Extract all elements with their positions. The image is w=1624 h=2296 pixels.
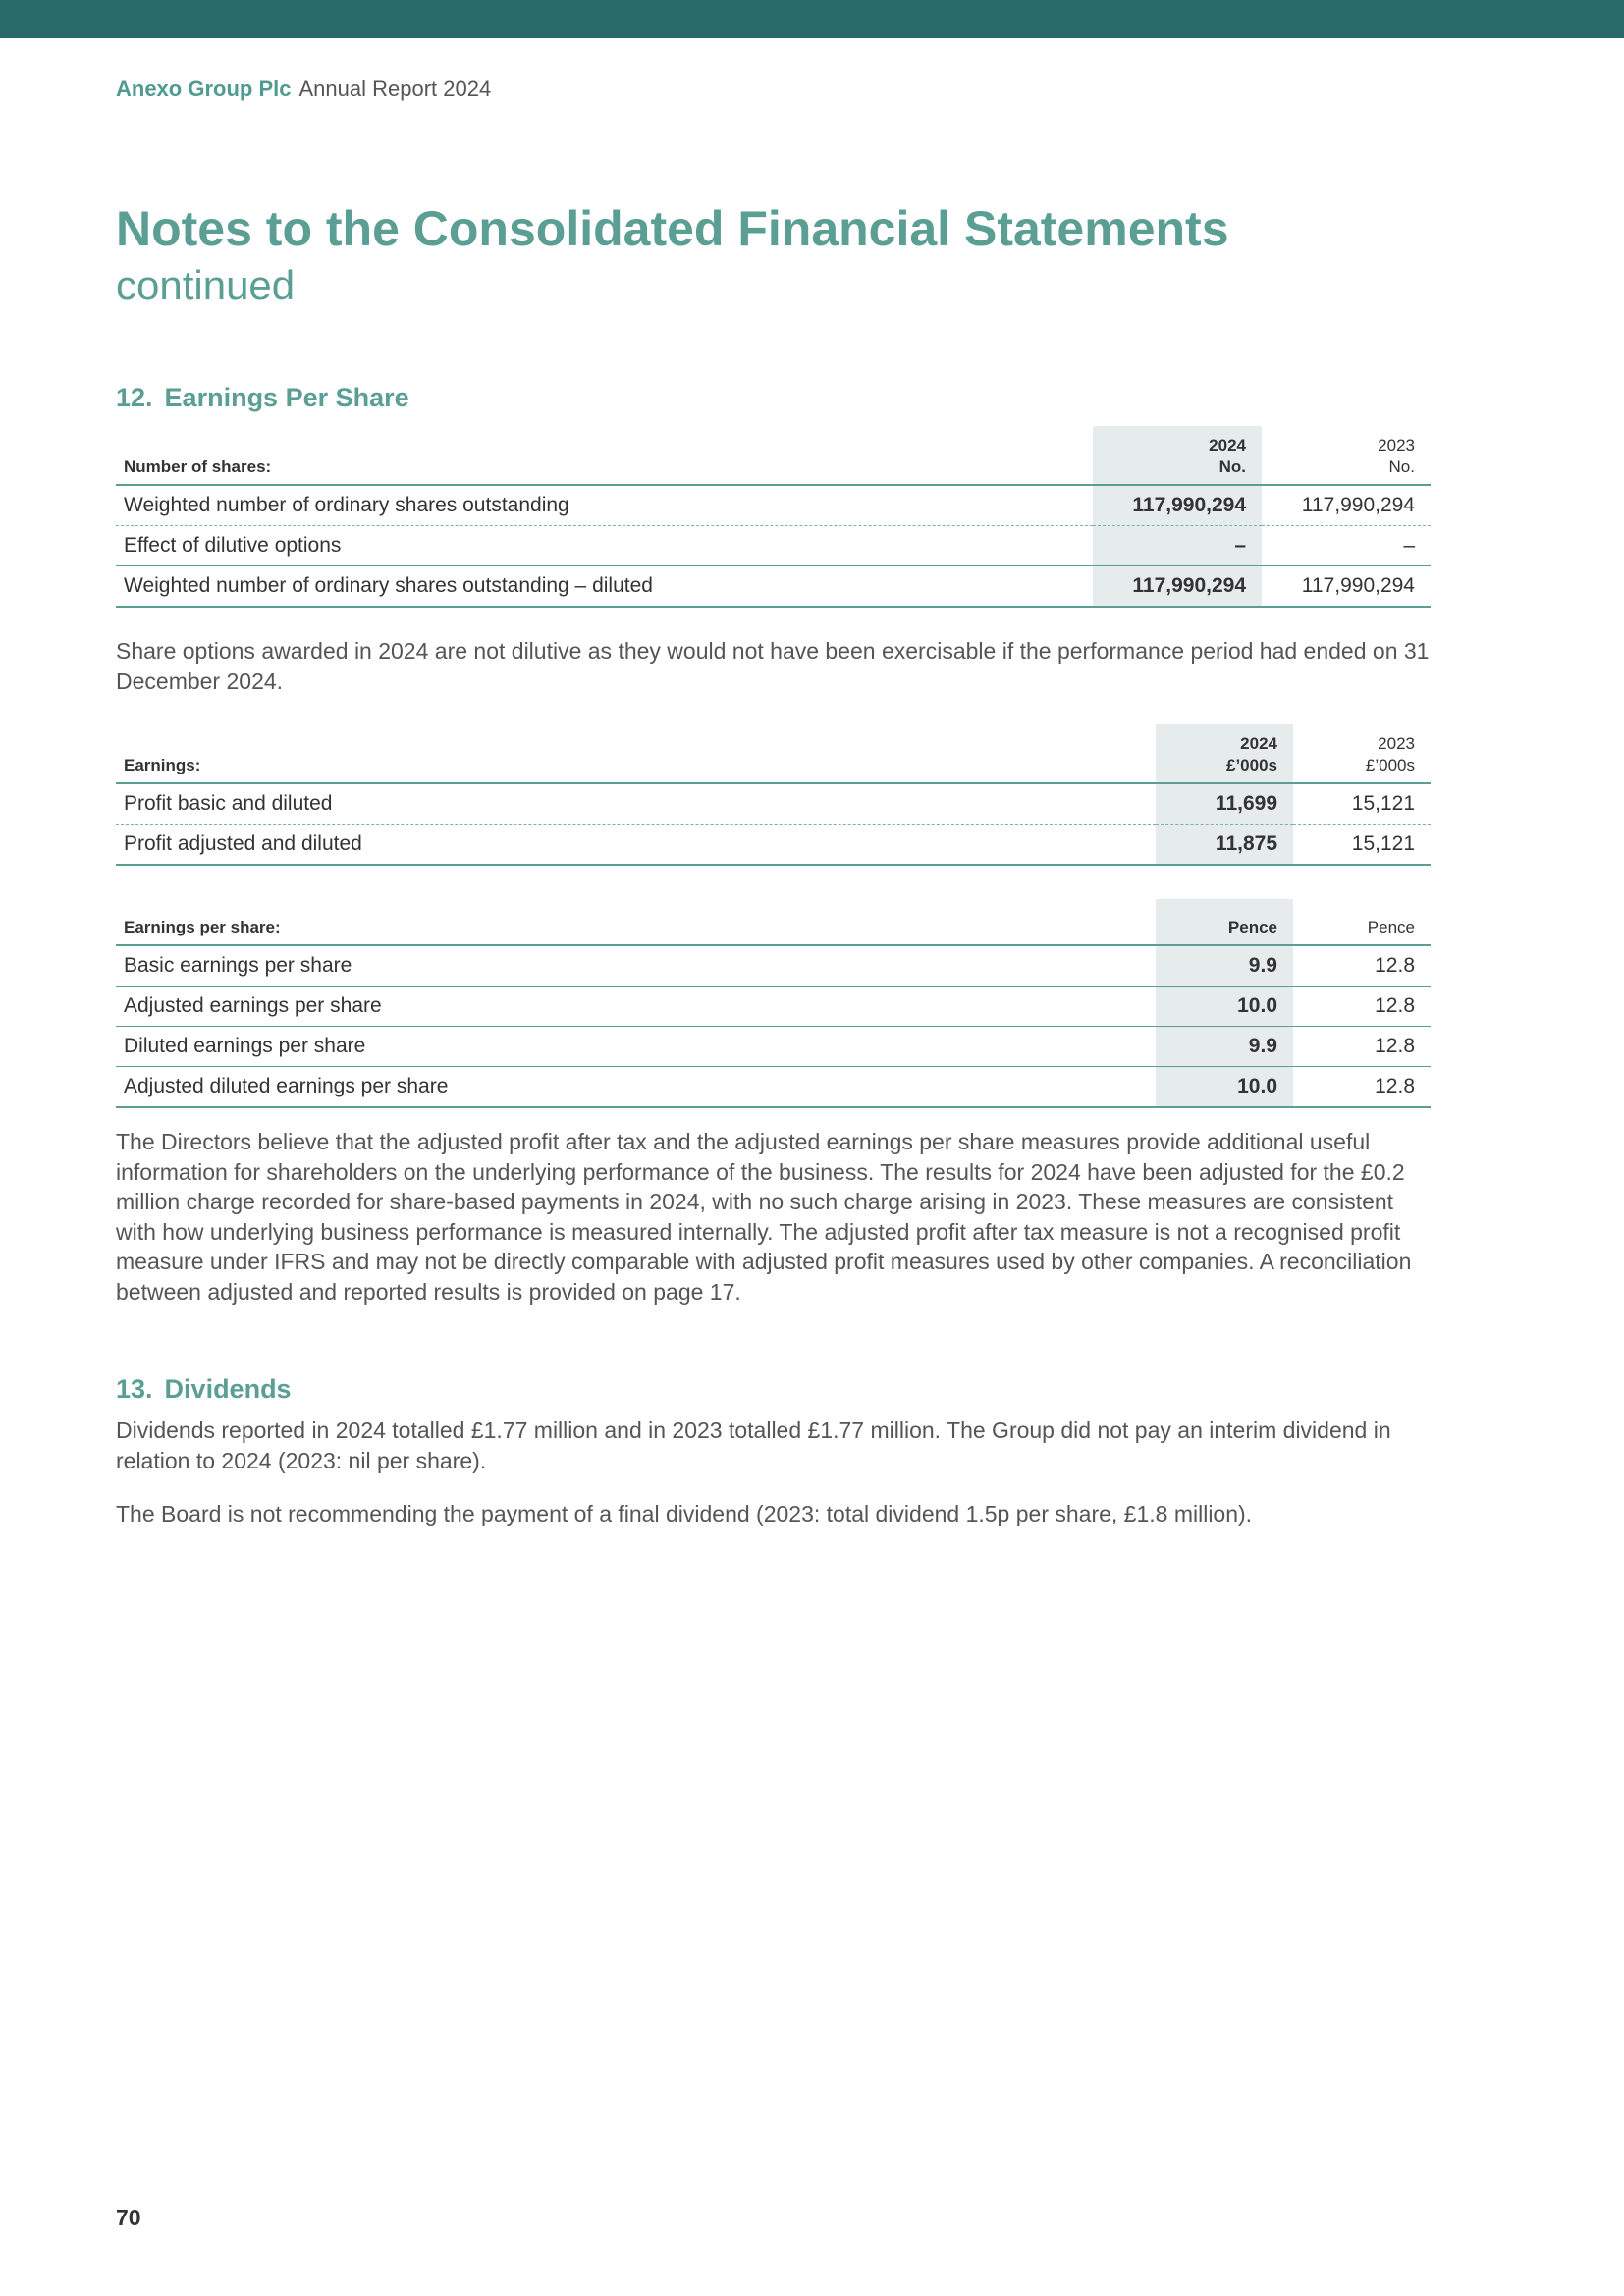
table-row [116,987,1431,1027]
table-row [116,566,1431,608]
row-label: Diluted earnings per share [116,1027,1156,1067]
report-name: Annual Report 2024 [298,77,492,101]
table-row [116,945,1431,987]
value-2023: 12.8 [1293,1067,1431,1108]
earnings-table-label: Earnings: [116,724,1156,783]
share-options-note: Share options awarded in 2024 are not dilutive as they would not have been exercisable if the performance period had ended on 31 December 2024. [116,638,1430,694]
value-2023: 15,121 [1293,825,1431,866]
value-2023: 12.8 [1293,1027,1431,1067]
shares-table-label: Number of shares: [116,426,1093,485]
shares-col-2024-header: 2024 No. [1093,426,1262,485]
shares-col-2023-header: 2023 No. [1262,426,1431,485]
value-2023: 117,990,294 [1262,566,1431,608]
row-label: Profit adjusted and diluted [116,825,1156,866]
table-row [116,485,1431,526]
table-row [116,526,1431,566]
value-2024: 10.0 [1156,1067,1293,1108]
company-name: Anexo Group Plc [116,77,292,101]
section-12-number: 12. [116,383,153,412]
eps-table-label: Earnings per share: [116,899,1156,945]
table-row [116,1067,1431,1108]
top-color-band [0,0,1624,38]
value-2024: – [1093,526,1262,566]
section-13-title: Dividends [164,1374,292,1404]
section-13-heading [116,1374,292,1405]
page-title: Notes to the Consolidated Financial Statements [116,201,1229,256]
running-header [116,77,491,102]
value-2024: 117,990,294 [1093,485,1262,526]
page-subtitle: continued [116,262,296,308]
section-13-number: 13. [116,1374,153,1404]
earnings-col-2023-header: 2023 £’000s [1293,724,1431,783]
row-label: Adjusted diluted earnings per share [116,1067,1156,1108]
row-label: Effect of dilutive options [116,526,1093,566]
value-2024: 10.0 [1156,987,1293,1027]
earnings-table [116,724,1431,866]
value-2024: 11,699 [1156,783,1293,825]
section-12-title: Earnings Per Share [164,383,409,412]
table-row [116,783,1431,825]
value-2024: 11,875 [1156,825,1293,866]
dividends-paragraph-2: The Board is not recommending the payment of a final dividend (2023: total dividend 1.5p per share, £1.8 million). [116,1501,1253,1526]
value-2023: 117,990,294 [1262,485,1431,526]
value-2024: 9.9 [1156,1027,1293,1067]
value-2024: 9.9 [1156,945,1293,987]
row-label: Profit basic and diluted [116,783,1156,825]
eps-table [116,899,1431,1108]
shares-table [116,426,1431,608]
value-2023: 15,121 [1293,783,1431,825]
eps-col-2023-header: Pence [1293,899,1431,945]
earnings-col-2024-header: 2024 £’000s [1156,724,1293,783]
row-label: Weighted number of ordinary shares outstanding – diluted [116,566,1093,608]
value-2023: 12.8 [1293,987,1431,1027]
page-number: 70 [116,2205,141,2230]
value-2024: 117,990,294 [1093,566,1262,608]
row-label: Weighted number of ordinary shares outstanding [116,485,1093,526]
row-label: Adjusted earnings per share [116,987,1156,1027]
eps-col-2024-header: Pence [1156,899,1293,945]
value-2023: – [1262,526,1431,566]
value-2023: 12.8 [1293,945,1431,987]
row-label: Basic earnings per share [116,945,1156,987]
section-12-heading [116,383,409,413]
table-row [116,1027,1431,1067]
table-row [116,825,1431,866]
dividends-paragraph-1: Dividends reported in 2024 totalled £1.77 million and in 2023 totalled £1.77 million. The Group did not pay an interim dividend in relation to 2024 (2023: nil per share). [116,1417,1391,1473]
directors-note: The Directors believe that the adjusted profit after tax and the adjusted earnings per share measures provide additional useful information for shareholders on the underlying performance of the business. The results for 2024 have been adjusted for the £0.2 million charge recorded for share-based payments in 2024, with no such charge arising in 2023. These measures are consistent with how underlying business performance is measured internally. The adjusted profit after tax measure is not a recognised profit measure under IFRS and may not be directly comparable with adjusted profit measures used by other companies. A reconciliation between adjusted and reported results is provided on page 17. [116,1129,1412,1305]
